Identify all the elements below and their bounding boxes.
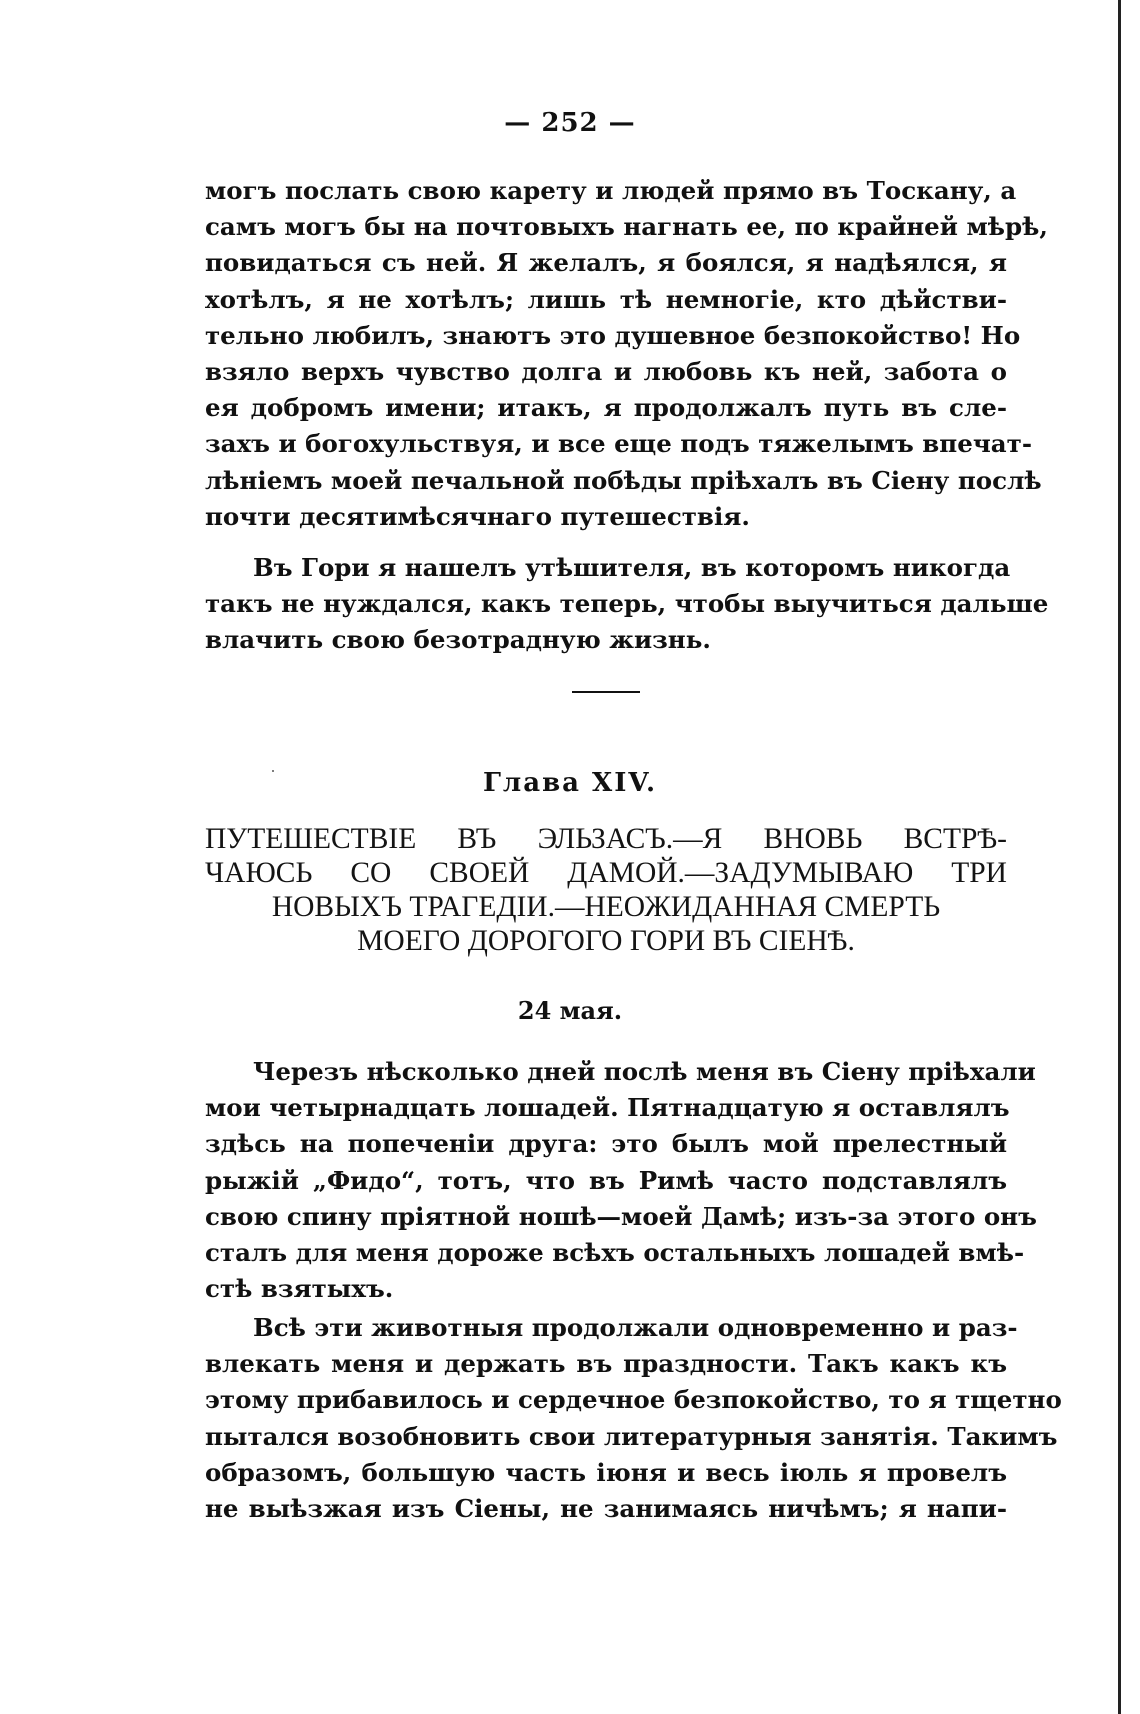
chapter-title-line: ЧАЮСЬ СО СВОЕЙ ДАМОЙ.—ЗАДУМЫВАЮ ТРИ (205, 857, 1007, 889)
paragraph-2 (205, 550, 1049, 659)
text-line: этому прибавилось и сердечное безпокойство, то я тщетно (205, 1385, 1062, 1415)
text-line: рыжій „Фидо“, тотъ, что въ Римѣ часто подставлялъ (205, 1165, 1007, 1195)
text-line: образомъ, большую часть іюня и весь іюль я провелъ (205, 1457, 1007, 1487)
text-line: Въ Гори я нашелъ утѣшителя, въ которомъ никогда (253, 553, 1011, 582)
chapter-title-line: ПУТЕШЕСТВІЕ ВЪ ЭЛЬЗАСЪ.—Я ВНОВЬ ВСТРѢ- (205, 823, 1007, 855)
paragraph-1 (205, 173, 1048, 535)
entry-date: 24 мая. (517, 996, 623, 1025)
text-line: сталъ для меня дороже всѣхъ остальныхъ лошадей вмѣ- (205, 1237, 1025, 1267)
text-line: влекать меня и держать въ праздности. Такъ какъ къ (205, 1349, 1007, 1379)
text-line: не выѣзжая изъ Сіены, не занимаясь ничѣмъ; я напи- (205, 1493, 1007, 1523)
paragraph-3 (205, 1054, 1037, 1307)
text-line: влачить свою безотрадную жизнь. (205, 625, 711, 655)
paragraph-4 (205, 1310, 1062, 1527)
text-line: взяло верхъ чувство долга и любовь къ ней, забота о (205, 356, 1007, 386)
text-line: стѣ взятыхъ. (205, 1274, 394, 1304)
chapter-title-line: НОВЫХЪ ТРАГЕДІИ.—НЕОЖИДАННАЯ СМЕРТЬ (271, 891, 941, 923)
text-line: здѣсь на попеченіи друга: это былъ мой прелестный (205, 1129, 1007, 1159)
text-line: почти десятимѣсячнаго путешествія. (205, 501, 750, 531)
text-line: хотѣлъ, я не хотѣлъ; лишь тѣ немногіе, кто дѣйстви- (205, 284, 1007, 314)
text-line: тельно любилъ, знаютъ это душевное безпокойство! Но (205, 320, 1021, 350)
text-line: пытался возобновить свои литературныя занятія. Такимъ (205, 1421, 1058, 1451)
chapter-title-line: МОЕГО ДОРОГОГО ГОРИ ВЪ СІЕНѢ. (357, 925, 855, 957)
text-line: такъ не нуждался, какъ теперь, чтобы выучиться дальше (205, 589, 1049, 619)
text-line: ея добромъ имени; итакъ, я продолжалъ путь въ сле- (205, 393, 1007, 423)
page-edge-rule (1118, 0, 1121, 1714)
text-line: лѣніемъ моей печальной побѣды пріѣхалъ въ Сіену послѣ (205, 465, 1042, 495)
text-line: повидаться съ ней. Я желалъ, я боялся, я надѣялся, я (205, 248, 1007, 278)
text-line: самъ могъ бы на почтовыхъ нагнать ее, по крайней мѣрѣ, (205, 212, 1048, 242)
page-number: — 252 — (504, 108, 636, 138)
text-line: могъ послать свою карету и людей прямо въ Тоскану, а (205, 176, 1017, 205)
chapter-title (205, 822, 1007, 958)
chapter-heading: Глава XIV. (482, 768, 658, 798)
text-line: свою спину пріятной ношѣ—моей Дамѣ; изъ-за этого онъ (205, 1201, 1037, 1231)
text-line: мои четырнадцать лошадей. Пятнадцатую я оставлялъ (205, 1093, 1010, 1123)
text-line: Всѣ эти животныя продолжали одновременно и раз- (253, 1313, 1018, 1342)
section-separator (572, 691, 640, 693)
text-line: захъ и богохульствуя, и все еще подъ тяжелымъ впечат- (205, 429, 1032, 459)
text-line: Черезъ нѣсколько дней послѣ меня въ Сіену пріѣхали (253, 1057, 1036, 1086)
